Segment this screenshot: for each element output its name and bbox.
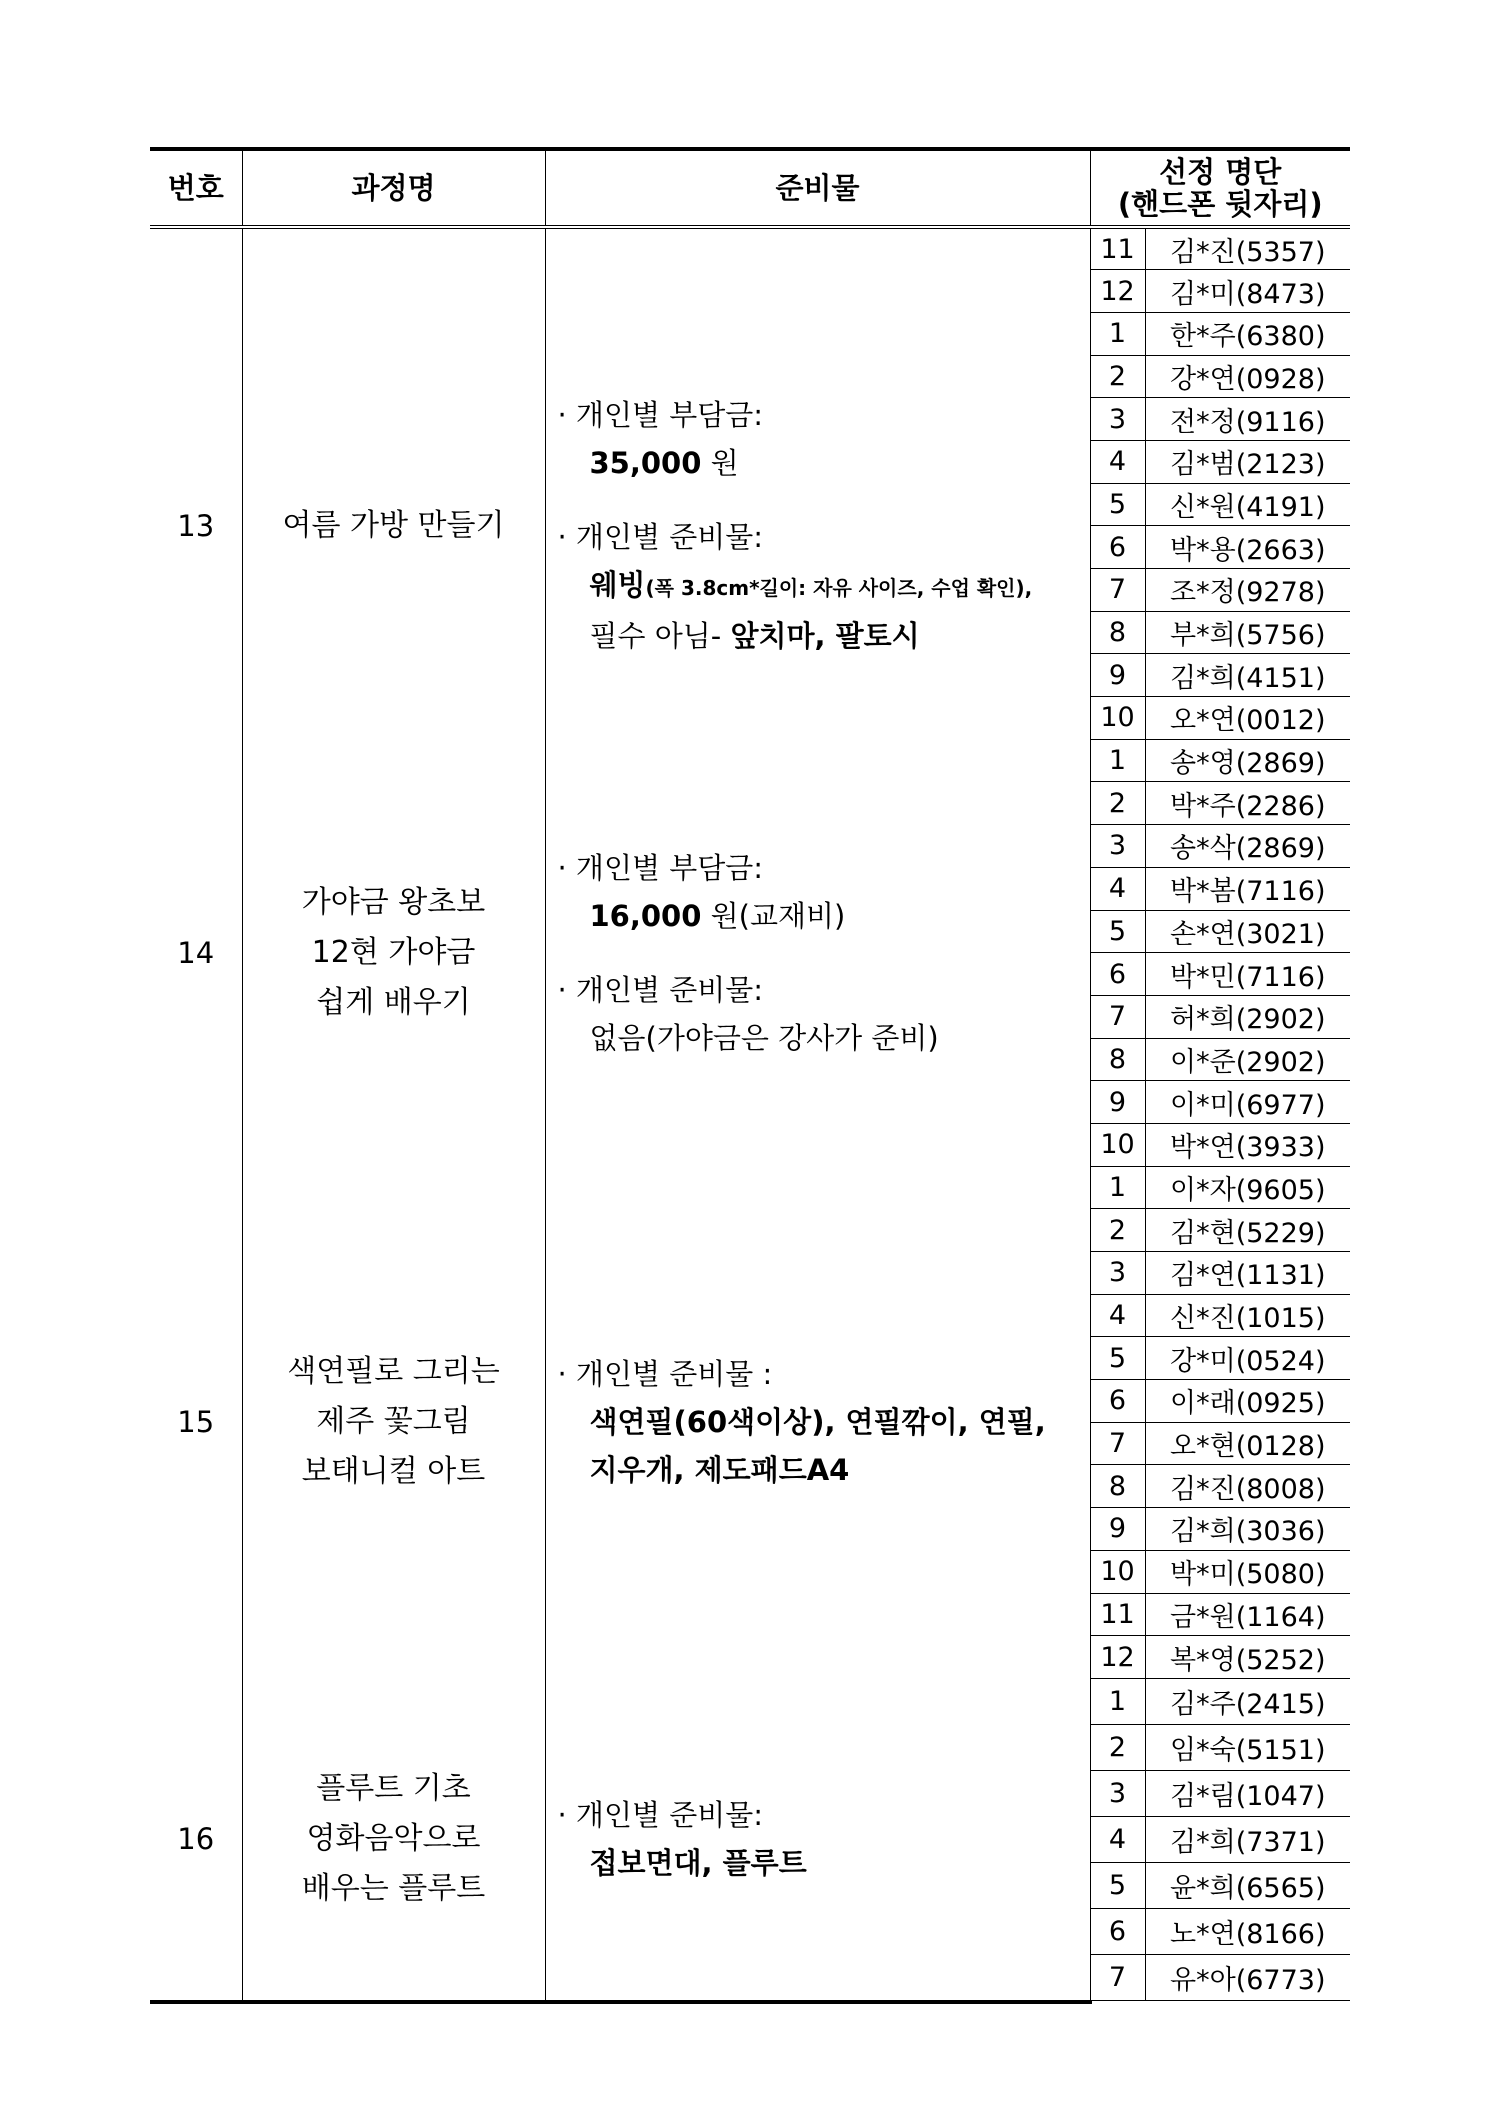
selection-table <box>150 147 1350 2001</box>
fee-unit: 원 <box>701 446 739 481</box>
prep-line <box>558 439 1090 487</box>
header-preparation: 준비물 <box>545 149 1090 227</box>
selected-index: 9 <box>1090 1508 1145 1551</box>
selected-index: 8 <box>1090 1038 1145 1081</box>
selected-name: 임*숙(5151) <box>1145 1724 1350 1770</box>
selected-index: 2 <box>1090 355 1145 398</box>
selected-name: 김*진(5357) <box>1145 227 1350 270</box>
selected-index: 7 <box>1090 1422 1145 1465</box>
selected-name: 한*주(6380) <box>1145 312 1350 355</box>
prep-item-detail: (폭 3.8cm*길이: 자유 사이즈, 수업 확인), <box>645 576 1033 601</box>
preparation <box>545 739 1090 1166</box>
prep-line <box>558 513 1090 561</box>
selected-name: 강*연(0928) <box>1145 355 1350 398</box>
course-number <box>150 227 242 312</box>
selected-index: 8 <box>1090 611 1145 654</box>
selected-index: 3 <box>1090 398 1145 441</box>
table-row <box>150 227 1350 270</box>
selected-name: 박*민(7116) <box>1145 953 1350 996</box>
selected-index: 1 <box>1090 312 1145 355</box>
spacer <box>558 487 1090 513</box>
course-name-line: 보태니컬 아트 <box>301 1454 486 1490</box>
selected-name: 이*미(6977) <box>1145 1081 1350 1124</box>
selected-index: 12 <box>1090 1636 1145 1679</box>
course-name-line: 색연필로 그리는 <box>287 1354 500 1390</box>
course-name-line: 영화음악으로 <box>306 1821 481 1857</box>
selected-name: 박*미(5080) <box>1145 1550 1350 1593</box>
selected-name: 송*영(2869) <box>1145 739 1350 782</box>
fee-amount: 16,000 <box>589 898 702 933</box>
prep-line <box>558 612 1090 660</box>
selected-name: 신*원(4191) <box>1145 483 1350 526</box>
selected-name: 박*주(2286) <box>1145 782 1350 825</box>
selected-index: 8 <box>1090 1465 1145 1508</box>
selected-index: 4 <box>1090 1816 1145 1862</box>
course-name-line: 12현 가야금 <box>311 934 476 970</box>
selected-name: 오*연(0012) <box>1145 697 1350 740</box>
prep-label: · 개인별 준비물: <box>557 972 764 1007</box>
selected-index: 7 <box>1090 569 1145 612</box>
table-bottom-rule <box>150 2000 1092 2004</box>
prep-line <box>558 1839 1090 1887</box>
selected-name: 이*래(0925) <box>1145 1380 1350 1423</box>
selected-index: 7 <box>1090 1954 1145 2000</box>
selected-name: 김*미(8473) <box>1145 270 1350 313</box>
selected-name: 노*연(8166) <box>1145 1908 1350 1954</box>
selected-name: 김*주(2415) <box>1145 1678 1350 1724</box>
selected-index: 9 <box>1090 654 1145 697</box>
prep-line <box>558 561 1090 612</box>
prep-line <box>558 1791 1090 1839</box>
fee-amount: 35,000 <box>589 446 702 481</box>
course-name-line: 제주 꽃그림 <box>316 1404 471 1440</box>
selected-name: 김*희(4151) <box>1145 654 1350 697</box>
selected-index: 12 <box>1090 270 1145 313</box>
course-name <box>242 227 545 312</box>
course-name <box>242 1166 545 1678</box>
selected-name: 김*현(5229) <box>1145 1209 1350 1252</box>
selected-index: 11 <box>1090 1593 1145 1636</box>
prep-line <box>558 844 1090 892</box>
prep-line <box>558 391 1090 439</box>
course-number: 16 <box>150 1678 242 2000</box>
selected-index: 5 <box>1090 1337 1145 1380</box>
preparation <box>545 1166 1090 1678</box>
fee-label: · 개인별 부담금: <box>557 850 764 885</box>
selected-name: 허*희(2902) <box>1145 995 1350 1038</box>
table-row <box>150 312 1350 355</box>
selected-index: 4 <box>1090 440 1145 483</box>
prep-line <box>558 1350 1090 1398</box>
selected-index: 7 <box>1090 995 1145 1038</box>
selected-index: 10 <box>1090 1550 1145 1593</box>
selected-index: 6 <box>1090 526 1145 569</box>
header-selected-line2: (핸드폰 뒷자리) <box>1117 187 1323 221</box>
header-selected-line1: 선정 명단 <box>1159 155 1282 189</box>
course-number: 13 <box>150 312 242 739</box>
selected-index: 1 <box>1090 739 1145 782</box>
course-number: 15 <box>150 1166 242 1678</box>
selected-index: 9 <box>1090 1081 1145 1124</box>
selected-name: 송*삭(2869) <box>1145 825 1350 868</box>
fee-unit: 원(교재비) <box>701 898 846 933</box>
selected-name: 김*희(7371) <box>1145 1816 1350 1862</box>
selected-index: 6 <box>1090 953 1145 996</box>
prep-items-2: 지우개, 제도패드A4 <box>589 1453 850 1488</box>
course-name-line: 여름 가방 만들기 <box>282 507 505 543</box>
selected-name: 유*아(6773) <box>1145 1954 1350 2000</box>
fee-label: · 개인별 부담금: <box>557 398 764 433</box>
selected-index: 3 <box>1090 825 1145 868</box>
selected-name: 김*범(2123) <box>1145 440 1350 483</box>
selected-name: 윤*희(6565) <box>1145 1862 1350 1908</box>
header-course-name: 과정명 <box>242 149 545 227</box>
course-number: 14 <box>150 739 242 1166</box>
selected-index: 5 <box>1090 483 1145 526</box>
prep-line <box>558 966 1090 1014</box>
header-number: 번호 <box>150 149 242 227</box>
selected-index: 2 <box>1090 782 1145 825</box>
course-name-line: 가야금 왕초보 <box>301 884 486 920</box>
selected-index: 11 <box>1090 227 1145 270</box>
selected-index: 1 <box>1090 1166 1145 1209</box>
preparation <box>545 312 1090 739</box>
preparation <box>545 227 1090 312</box>
selected-index: 6 <box>1090 1380 1145 1423</box>
selected-name: 김*진(8008) <box>1145 1465 1350 1508</box>
selected-index: 1 <box>1090 1678 1145 1724</box>
selected-index: 4 <box>1090 1294 1145 1337</box>
selected-index: 4 <box>1090 867 1145 910</box>
selected-name: 복*영(5252) <box>1145 1636 1350 1679</box>
prep-text: 없음(가야금은 강사가 준비) <box>589 1020 939 1055</box>
prep-label: · 개인별 준비물: <box>557 520 764 555</box>
selected-name: 박*연(3933) <box>1145 1123 1350 1166</box>
spacer <box>558 940 1090 966</box>
course-name <box>242 1678 545 2000</box>
prep-line <box>558 1014 1090 1062</box>
table-row <box>150 1166 1350 1209</box>
selected-index: 10 <box>1090 697 1145 740</box>
prep-items-1: 색연필(60색이상), 연필깎이, 연필, <box>589 1405 1046 1440</box>
course-name-line: 플루트 기초 <box>316 1771 471 1807</box>
course-name <box>242 739 545 1166</box>
prep-label: · 개인별 준비물: <box>557 1798 764 1833</box>
course-name <box>242 312 545 739</box>
optional-items: 앞치마, 팔토시 <box>730 619 920 654</box>
selected-name: 손*연(3021) <box>1145 910 1350 953</box>
prep-items: 접보면대, 플루트 <box>589 1846 807 1881</box>
selected-name: 이*자(9605) <box>1145 1166 1350 1209</box>
optional-prefix: 필수 아님- <box>589 619 731 654</box>
selected-name: 김*림(1047) <box>1145 1770 1350 1816</box>
selected-name: 김*연(1131) <box>1145 1252 1350 1295</box>
selected-name: 전*정(9116) <box>1145 398 1350 441</box>
selected-name: 박*봄(7116) <box>1145 867 1350 910</box>
selected-index: 6 <box>1090 1908 1145 1954</box>
selected-index: 5 <box>1090 1862 1145 1908</box>
selected-index: 5 <box>1090 910 1145 953</box>
selected-name: 이*준(2902) <box>1145 1038 1350 1081</box>
selected-name: 박*용(2663) <box>1145 526 1350 569</box>
selected-name: 부*희(5756) <box>1145 611 1350 654</box>
prep-item: 웨빙 <box>589 568 646 603</box>
selected-name: 오*현(0128) <box>1145 1422 1350 1465</box>
selected-name: 금*원(1164) <box>1145 1593 1350 1636</box>
selected-name: 조*정(9278) <box>1145 569 1350 612</box>
header-row <box>150 149 1350 227</box>
selected-name: 강*미(0524) <box>1145 1337 1350 1380</box>
selection-list-document <box>150 147 1350 2001</box>
prep-line <box>558 892 1090 940</box>
preparation <box>545 1678 1090 2000</box>
prep-label: · 개인별 준비물 : <box>557 1357 773 1392</box>
prep-line <box>558 1446 1090 1494</box>
selected-index: 3 <box>1090 1770 1145 1816</box>
header-selected-list <box>1090 149 1350 227</box>
selected-name: 김*희(3036) <box>1145 1508 1350 1551</box>
course-name-line: 쉽게 배우기 <box>316 984 471 1020</box>
table-row <box>150 1678 1350 1724</box>
course-name-line: 배우는 플루트 <box>301 1871 486 1907</box>
selected-name: 신*진(1015) <box>1145 1294 1350 1337</box>
table-row <box>150 739 1350 782</box>
selected-index: 2 <box>1090 1724 1145 1770</box>
selected-index: 2 <box>1090 1209 1145 1252</box>
prep-line <box>558 1398 1090 1446</box>
selected-index: 10 <box>1090 1123 1145 1166</box>
selected-index: 3 <box>1090 1252 1145 1295</box>
